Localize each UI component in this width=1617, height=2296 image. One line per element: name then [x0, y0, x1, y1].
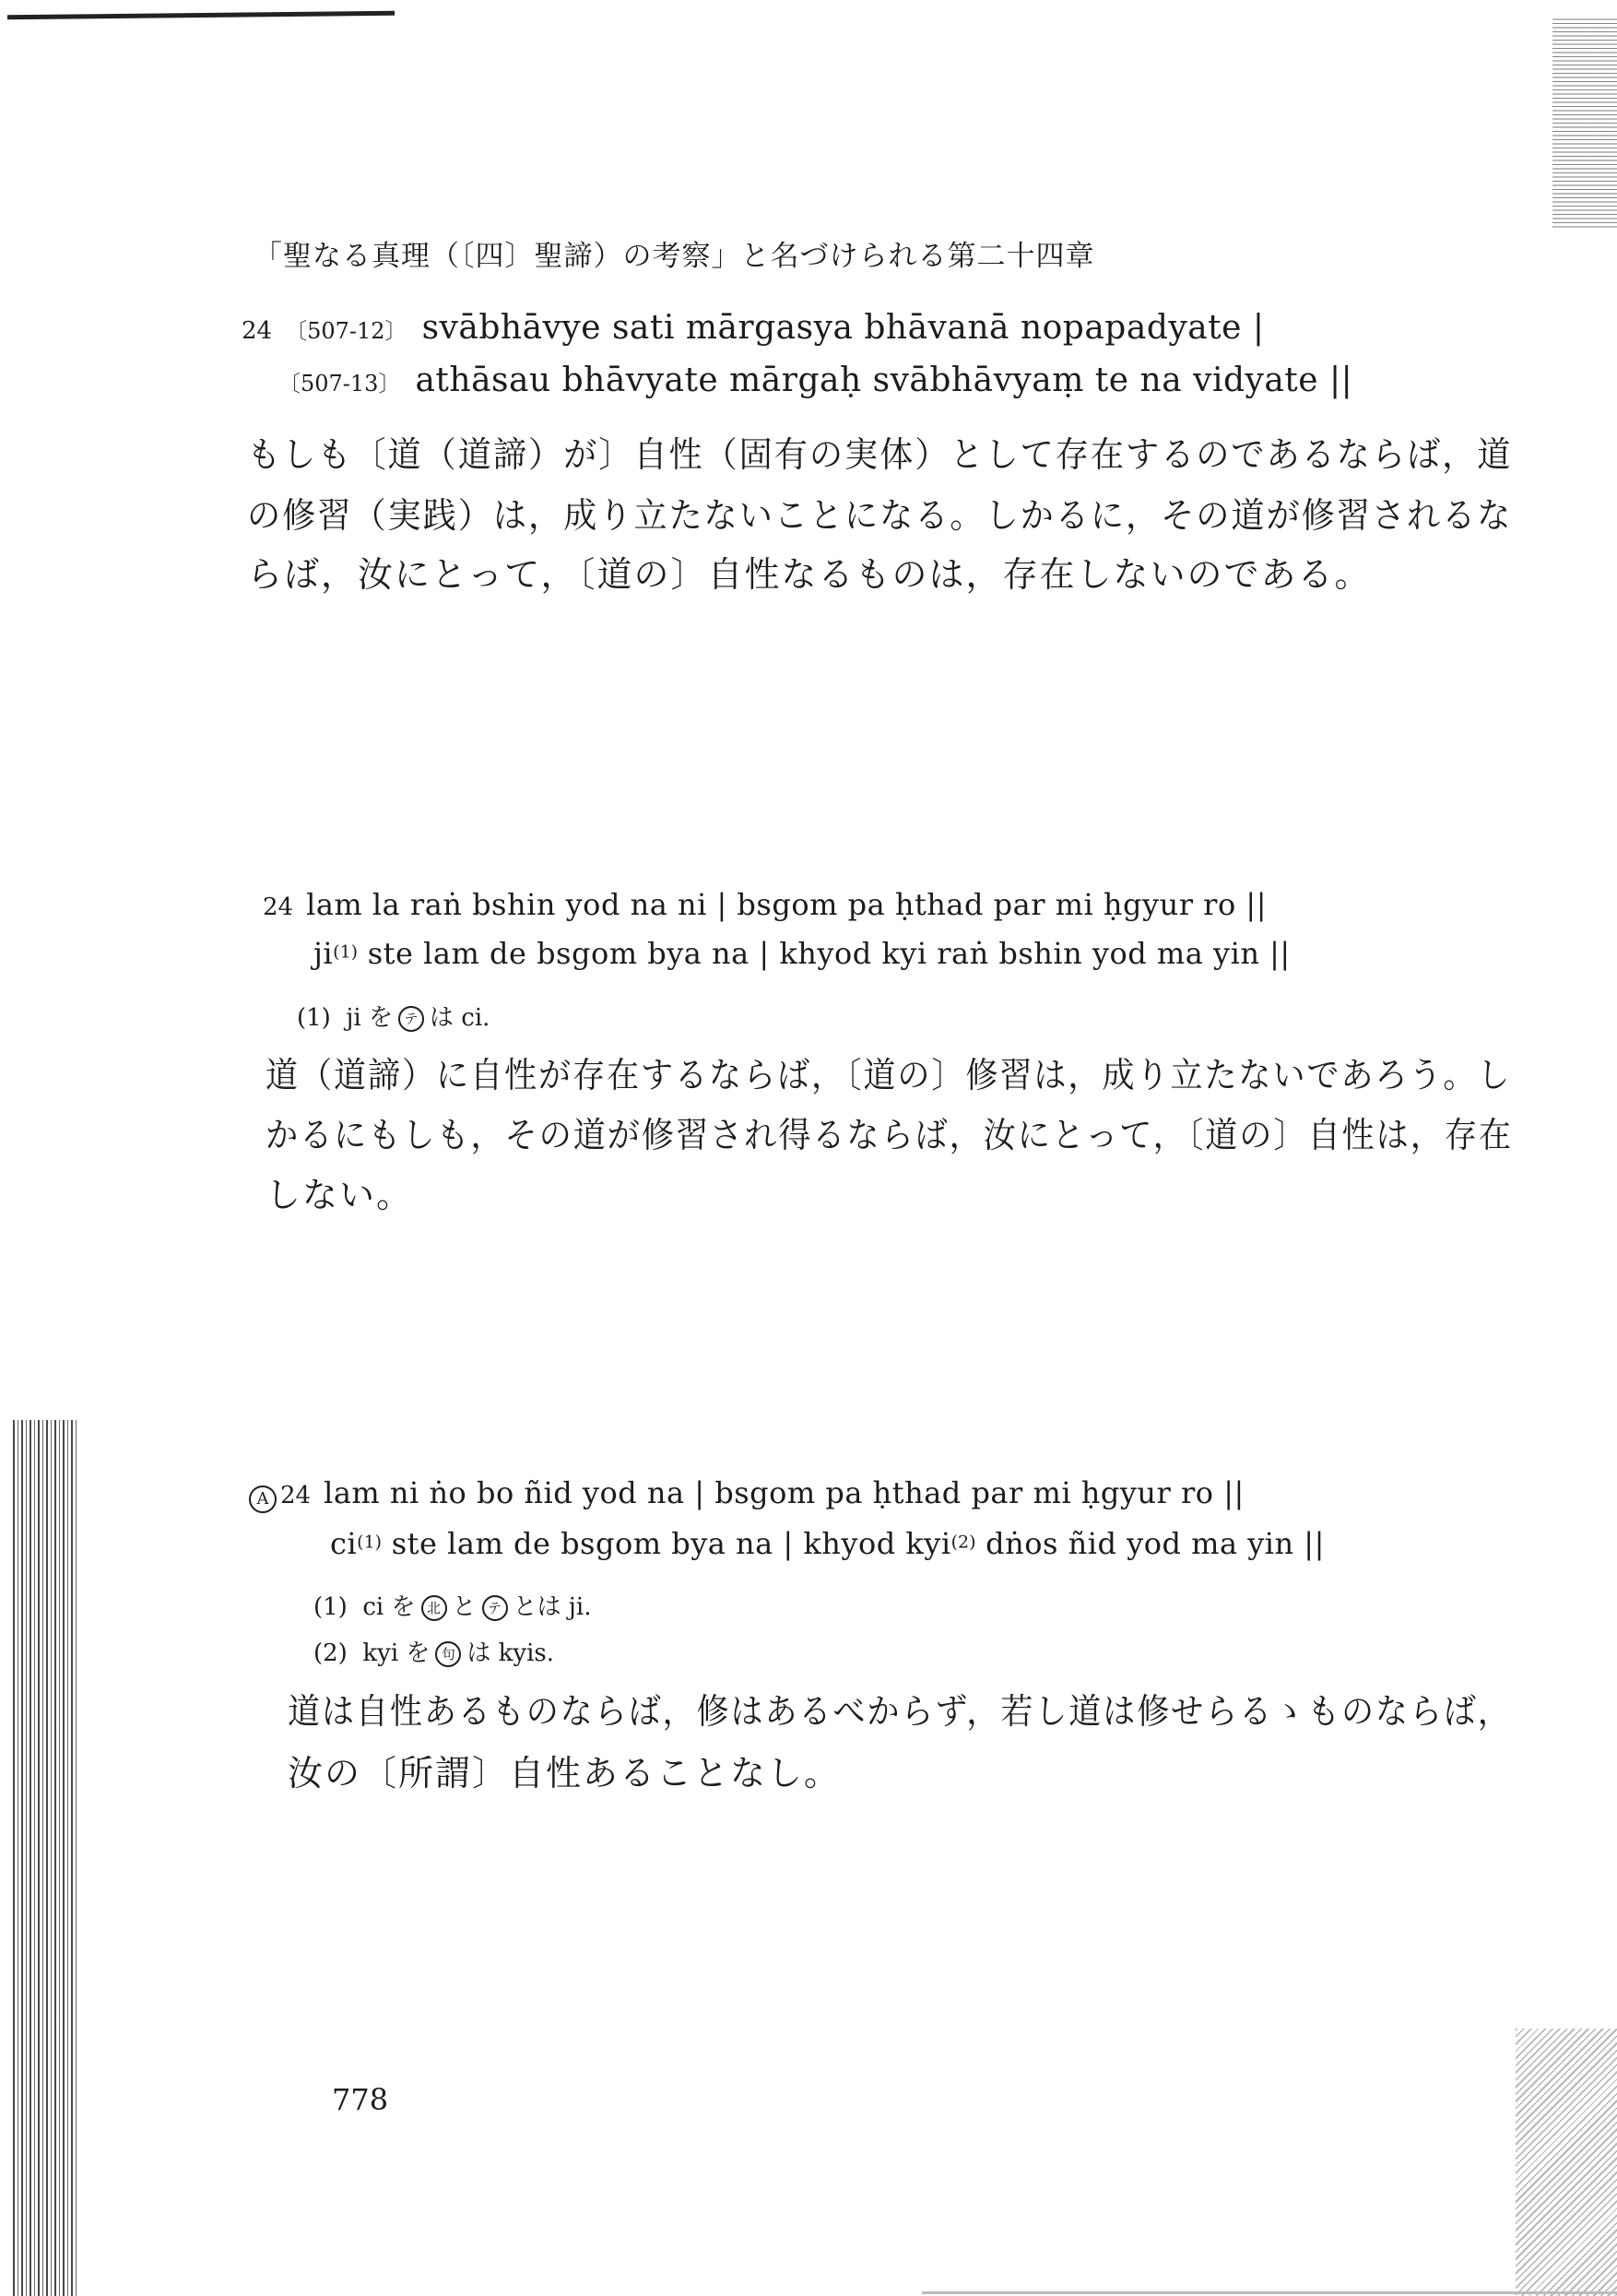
tibetan2-line-2: [330, 1526, 1325, 1561]
footnote-marker: (2): [313, 1639, 348, 1667]
tibetan-text: lam ni ṅo bo ñid yod na | bsgom pa ḥthad par mi ḥgyur ro ||: [324, 1475, 1245, 1510]
verse-number: 24: [242, 317, 273, 345]
footnote-text: とは ji.: [513, 1593, 592, 1621]
tibetan2-translation-line-1: 道は自性あるものならば，修はあるべからず，若し道は修せらるゝものならば，: [288, 1691, 1512, 1732]
footnote-text: ci を: [362, 1593, 416, 1621]
tibetan-text-start: ci: [330, 1526, 358, 1561]
sanskrit-translation-line-1: もしも〔道（道諦）が〕自性（固有の実体）として存在するのであるならば，道: [247, 434, 1513, 475]
circled-siglum: テ: [398, 1006, 424, 1032]
footnote: [313, 1588, 591, 1622]
footnote-ref: (2): [950, 1532, 976, 1553]
scan-artifact-top: [7, 11, 395, 19]
footnote: [297, 999, 490, 1033]
sanskrit-line-1: [242, 309, 1265, 347]
footnote-ref: (1): [357, 1532, 383, 1553]
footnote-ref: (1): [333, 941, 359, 963]
verse-number: 24: [263, 894, 294, 921]
sanskrit-translation-line-2: の修習（実践）は，成り立たないことになる。しかるに，その道が修習されるな: [247, 495, 1513, 536]
circled-siglum: 北: [421, 1595, 447, 1621]
footnote-text: kyi を: [362, 1639, 431, 1667]
tibetan-text-rest: ste lam de bsgom bya na | khyod kyi raṅ bshin yod ma yin ||: [358, 936, 1291, 971]
footnote-text: ji を: [346, 1004, 394, 1032]
circled-siglum: 句: [435, 1641, 461, 1667]
footnote-text: と: [452, 1593, 477, 1621]
footnote-text: は ci.: [430, 1004, 490, 1032]
tibetan-text-start: ji: [313, 936, 334, 971]
chapter-heading: 「聖なる真理（〔四〕聖諦）の考察」と名づけられる第二十四章: [254, 240, 1095, 273]
circled-siglum: A: [249, 1485, 277, 1513]
tibetan2-translation-line-2: 汝の〔所謂〕自性あることなし。: [288, 1753, 842, 1793]
sanskrit-line-2: [278, 361, 1352, 399]
tibetan2-line-1: [249, 1475, 1245, 1513]
tibetan-text: lam la raṅ bshin yod na ni | bsgom pa ḥthad par mi ḥgyur ro ||: [306, 887, 1267, 922]
footnote-text: は kyis.: [466, 1639, 555, 1667]
footnote-marker: (1): [313, 1593, 348, 1621]
sanskrit-text: svābhāvye sati mārgasya bhāvanā nopapadyate |: [421, 309, 1265, 347]
tibetan1-translation-line-3: しない。: [266, 1175, 414, 1215]
footnote: [313, 1634, 554, 1668]
circled-siglum: テ: [482, 1595, 508, 1621]
footnote-marker: (1): [297, 1004, 331, 1032]
verse-number: 24: [280, 1482, 312, 1509]
scan-artifact-edge-right: [1552, 18, 1617, 231]
tibetan1-line-2: [313, 936, 1291, 971]
tibetan1-line-1: [263, 887, 1267, 922]
scan-artifact-edge-right-bottom: [1516, 2029, 1617, 2296]
sanskrit-translation-line-3: らば，汝にとって，〔道の〕自性なるものは，存在しないのである。: [247, 554, 1372, 595]
verse-reference: 〔507-13〕: [278, 371, 401, 396]
page-number: 778: [332, 2082, 389, 2117]
verse-reference: 〔507-12〕: [285, 318, 407, 344]
tibetan1-translation-line-1: 道（道諦）に自性が存在するならば，〔道の〕修習は，成り立たないであろう。し: [266, 1055, 1512, 1095]
sanskrit-text: athāsau bhāvyate mārgaḥ svābhāvyaṃ te na vidyate ||: [415, 361, 1353, 399]
tibetan1-translation-line-2: かるにもしも，その道が修習され得るならば，汝にとって，〔道の〕自性は，存在: [266, 1115, 1513, 1155]
scan-artifact-edge-left: [13, 1420, 79, 2296]
tibetan-text-rest: dṅos ñid yod ma yin ||: [975, 1526, 1325, 1561]
tibetan-text-mid: ste lam de bsgom bya na | khyod kyi: [382, 1526, 951, 1561]
scan-artifact-bottom: [922, 2291, 1617, 2294]
